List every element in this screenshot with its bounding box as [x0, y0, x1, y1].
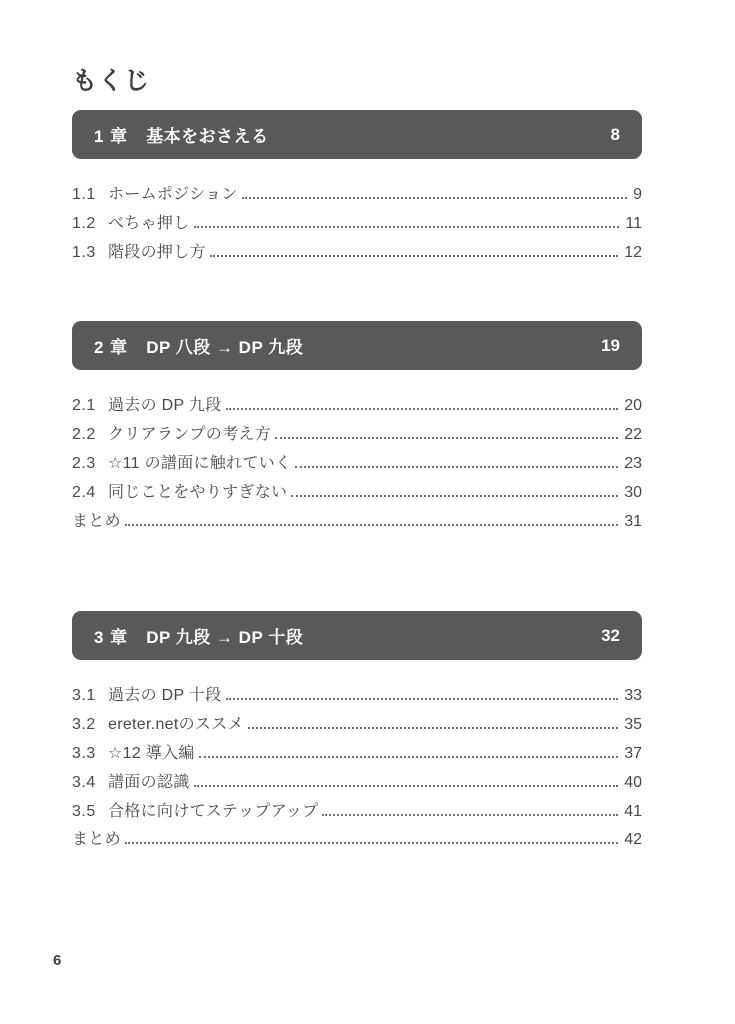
entry-page-number: 12 [624, 243, 642, 261]
entry-page-number: 31 [624, 512, 642, 530]
page-title: もくじ [72, 67, 151, 95]
chapter-number: 1 章 [94, 127, 129, 146]
chapter-header-bar [72, 110, 642, 159]
dot-leader [275, 437, 618, 439]
entry-number: 2.1 [72, 397, 96, 415]
entry-page-number: 42 [624, 831, 642, 849]
chapter-page-number: 32 [601, 625, 620, 645]
entry-page-number: 35 [624, 716, 642, 734]
entry-number: 3.1 [72, 687, 96, 705]
entry-page-number: 33 [624, 687, 642, 705]
entry-title: 過去の DP 九段 [108, 397, 222, 415]
toc-entry-row [72, 769, 642, 798]
entry-number: 1.1 [72, 186, 96, 203]
entry-title: まとめ [72, 512, 121, 530]
entry-title: 階段の押し方 [108, 243, 206, 261]
entry-title: まとめ [72, 831, 121, 849]
entry-page-number: 20 [624, 397, 642, 415]
entry-number: 1.3 [72, 243, 96, 261]
chapter-section [72, 611, 642, 855]
entry-number: 2.3 [72, 454, 96, 472]
toc-entry-row [72, 711, 642, 740]
toc-entry-row [72, 798, 642, 827]
chapter-section [72, 321, 642, 536]
entry-title: 譜面の認識 [108, 773, 190, 791]
entry-page-number: 23 [624, 454, 642, 472]
toc-entry-row [72, 826, 642, 855]
toc-entry-row [72, 421, 642, 450]
dot-leader [125, 842, 618, 844]
entry-page-number: 37 [624, 744, 642, 762]
toc-entry-row [72, 239, 642, 268]
entry-number: 2.4 [72, 483, 96, 501]
footer-page-number: 6 [53, 952, 62, 969]
entry-page-number: 9 [633, 186, 642, 203]
chapter-list [72, 110, 642, 855]
toc-entry-row [72, 740, 642, 769]
dot-leader [291, 495, 618, 497]
dot-leader [242, 197, 627, 199]
entry-number: 3.2 [72, 716, 96, 734]
dot-leader [199, 756, 619, 758]
toc-content [72, 66, 642, 855]
chapter-section [72, 110, 642, 267]
dot-leader [322, 814, 618, 816]
chapter-title: 基本をおさえる [146, 127, 269, 146]
dot-leader [248, 727, 618, 729]
entry-number: 3.4 [72, 773, 96, 791]
dot-leader [210, 255, 618, 257]
chapter-page-number: 19 [601, 335, 620, 355]
dot-leader [226, 698, 619, 700]
entry-title: 過去の DP 十段 [108, 687, 222, 705]
entry-title: べちゃ押し [108, 214, 190, 232]
toc-entry-row [72, 181, 642, 210]
entry-title: 同じことをやりすぎない [108, 483, 288, 501]
entry-page-number: 41 [624, 802, 642, 820]
entry-number: 2.2 [72, 426, 96, 444]
entry-number: 3.3 [72, 744, 96, 762]
toc-entry-row [72, 450, 642, 479]
chapter-header-bar [72, 611, 642, 660]
entry-title: ホームポジション [108, 186, 238, 203]
toc-entry-row [72, 210, 642, 239]
toc-entry-row [72, 682, 642, 711]
entry-title: ☆12 導入編 [108, 744, 195, 762]
toc-entry-row [72, 479, 642, 508]
toc-entry-row [72, 508, 642, 537]
entry-title: クリアランプの考え方 [108, 426, 272, 444]
dot-leader [194, 226, 620, 228]
chapter-title: DP 八段 → DP 九段 [146, 338, 304, 358]
toc-entry-row [72, 392, 642, 421]
entry-title: ☆11 の譜面に触れていく [108, 454, 292, 472]
chapter-entries [72, 181, 642, 267]
dot-leader [295, 466, 618, 468]
entry-page-number: 22 [624, 426, 642, 444]
chapter-entries [72, 392, 642, 536]
chapter-page-number: 8 [610, 124, 620, 144]
entry-page-number: 40 [624, 773, 642, 791]
dot-leader [125, 524, 618, 526]
entry-number: 1.2 [72, 214, 96, 232]
chapter-number: 2 章 [94, 338, 129, 358]
entry-title: 合格に向けてステップアップ [108, 802, 319, 820]
chapter-header-bar [72, 321, 642, 370]
entry-page-number: 11 [625, 214, 642, 232]
entry-number: 3.5 [72, 802, 96, 820]
entry-title: ereter.netのススメ [108, 716, 244, 734]
chapter-title: DP 九段 → DP 十段 [146, 628, 304, 648]
dot-leader [194, 785, 619, 787]
dot-leader [226, 408, 619, 410]
chapter-entries [72, 682, 642, 855]
entry-page-number: 30 [624, 483, 642, 501]
chapter-number: 3 章 [94, 628, 129, 648]
